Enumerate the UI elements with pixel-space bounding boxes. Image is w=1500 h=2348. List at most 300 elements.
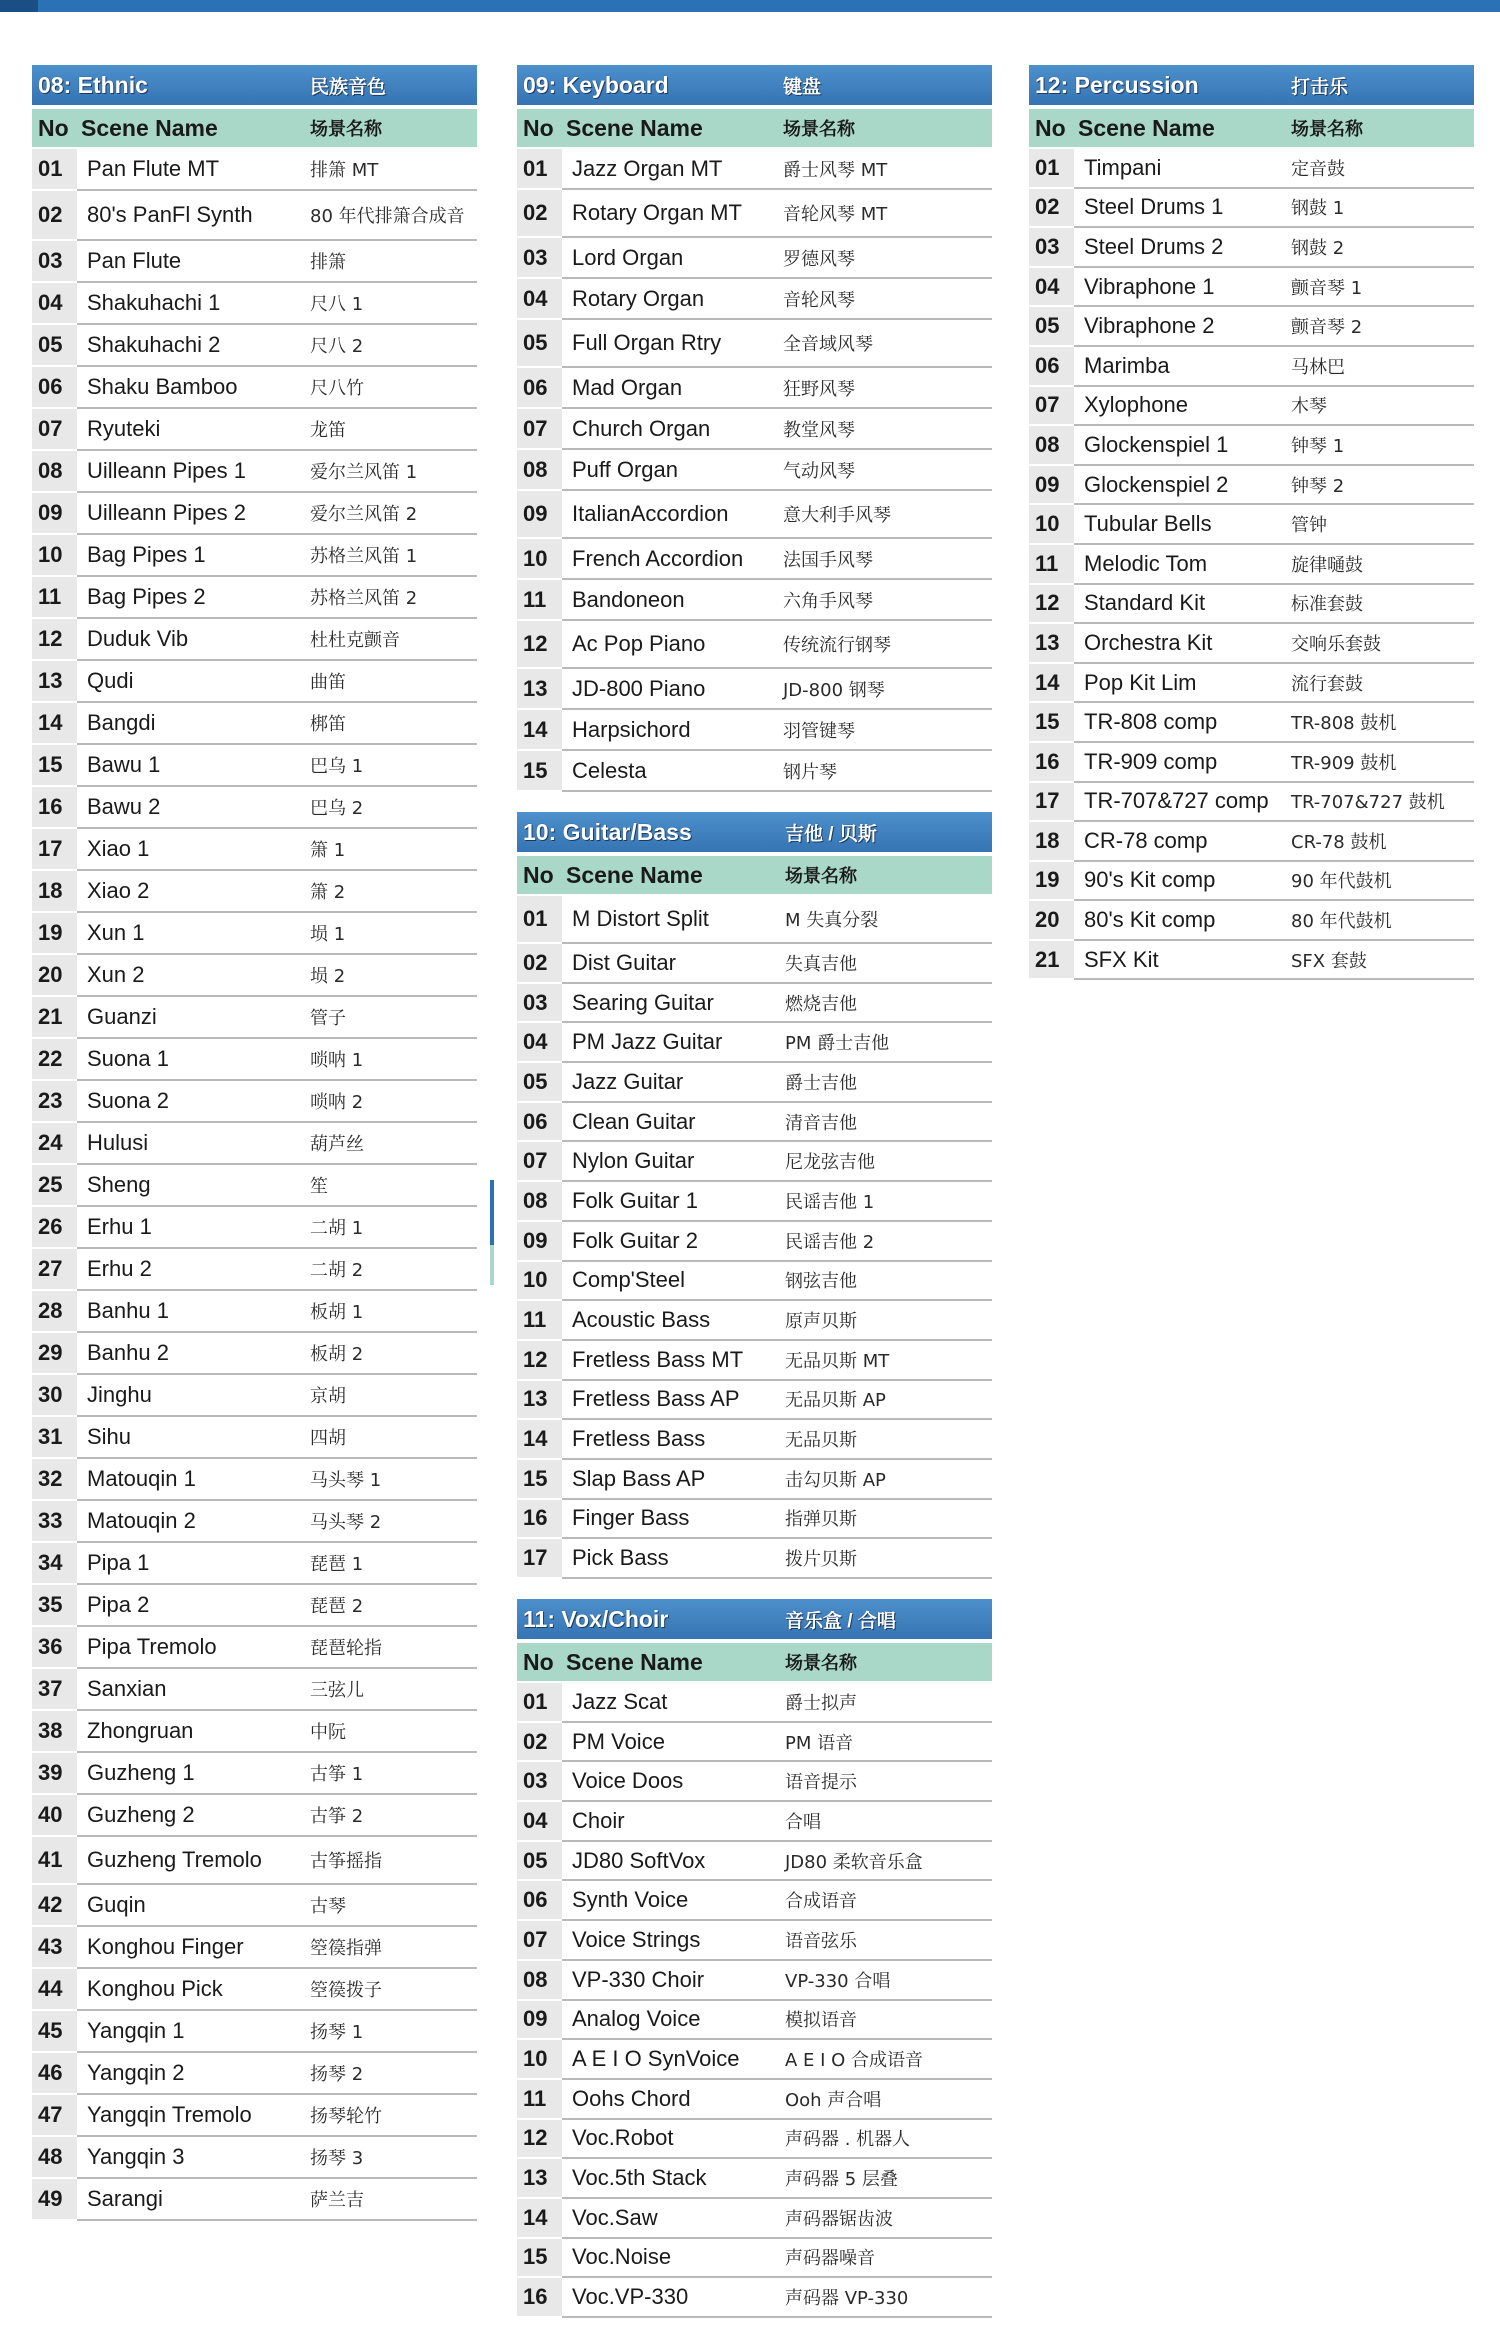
scene-name: SFX Kit [1074, 941, 1291, 981]
category-header [517, 65, 992, 105]
scene-name-cn: 90 年代鼓机 [1291, 862, 1474, 902]
scene-name-cn: 钟琴 2 [1291, 466, 1474, 506]
scene-name-cn: 木琴 [1291, 387, 1474, 427]
scene-name: JD80 SoftVox [562, 1842, 785, 1882]
table-row [32, 1081, 477, 1123]
scene-name-cn: 清音吉他 [785, 1103, 992, 1143]
scene-name: Voc.5th Stack [562, 2159, 785, 2199]
scene-number: 25 [32, 1165, 77, 1207]
scene-number: 10 [517, 1262, 562, 1302]
scene-name-cn: 全音域风琴 [783, 320, 992, 368]
scene-name-cn: A E I O 合成语音 [785, 2040, 992, 2080]
scene-number: 16 [1029, 743, 1074, 783]
scene-name-cn: PM 语音 [785, 1723, 992, 1763]
scene-name-cn: 杜杜克颤音 [310, 619, 477, 661]
table-row [32, 1333, 477, 1375]
scene-number: 15 [1029, 703, 1074, 743]
scene-name: TR-707&727 comp [1074, 783, 1291, 823]
scene-name: Guzheng Tremolo [77, 1837, 310, 1885]
scene-number: 12 [517, 621, 562, 669]
table-row [517, 944, 992, 984]
scene-name: Guanzi [77, 997, 310, 1039]
scene-name-cn: 狂野风琴 [783, 368, 992, 409]
scene-name-cn: 尺八竹 [310, 367, 477, 409]
scene-number: 01 [32, 149, 77, 191]
table-row [32, 2095, 477, 2137]
scene-number: 06 [32, 367, 77, 409]
table-row [517, 491, 992, 539]
table-row [517, 669, 992, 710]
table-row [517, 984, 992, 1024]
scene-name: Fretless Bass MT [562, 1341, 785, 1381]
scene-name-cn: 中阮 [310, 1711, 477, 1753]
scene-number: 39 [32, 1753, 77, 1795]
table-row [517, 1723, 992, 1763]
scene-name: Bag Pipes 1 [77, 535, 310, 577]
scene-number: 20 [32, 955, 77, 997]
scene-name-cn: 二胡 2 [310, 1249, 477, 1291]
scene-number: 15 [517, 2239, 562, 2279]
scene-name-cn: 四胡 [310, 1417, 477, 1459]
scene-number: 01 [517, 896, 562, 944]
scene-number: 09 [517, 491, 562, 539]
scene-number: 06 [1029, 347, 1074, 387]
scene-number: 20 [1029, 901, 1074, 941]
category-header [517, 812, 992, 852]
scene-name: Comp'Steel [562, 1262, 785, 1302]
scene-number: 17 [517, 1539, 562, 1579]
scene-name-cn: 古琴 [310, 1885, 477, 1927]
table-row [32, 325, 477, 367]
table-row [32, 1837, 477, 1885]
scene-name-cn: CR-78 鼓机 [1291, 822, 1474, 862]
scene-number: 02 [1029, 189, 1074, 229]
table-row [32, 1969, 477, 2011]
table-row [1029, 822, 1474, 862]
scene-name: Banhu 2 [77, 1333, 310, 1375]
scene-name: Choir [562, 1802, 785, 1842]
table-row [32, 1123, 477, 1165]
scene-name: TR-909 comp [1074, 743, 1291, 783]
scene-number: 01 [1029, 149, 1074, 189]
scene-name: Synth Voice [562, 1881, 785, 1921]
table-row [1029, 505, 1474, 545]
scene-name: Folk Guitar 1 [562, 1182, 785, 1222]
scene-name-cn: JD80 柔软音乐盒 [785, 1842, 992, 1882]
scene-name-cn: M 失真分裂 [785, 896, 992, 944]
scene-number: 37 [32, 1669, 77, 1711]
table-row [517, 320, 992, 368]
scene-name-cn: 旋律嗵鼓 [1291, 545, 1474, 585]
table-row [1029, 426, 1474, 466]
scene-number: 36 [32, 1627, 77, 1669]
scene-name-cn: 羽管键琴 [783, 710, 992, 751]
scene-name-cn: 龙笛 [310, 409, 477, 451]
scene-name-cn: 声码器 VP-330 [785, 2278, 992, 2318]
table-row [517, 1063, 992, 1103]
table-row [1029, 387, 1474, 427]
scene-name: Xun 1 [77, 913, 310, 955]
scene-name-cn: 语音弦乐 [785, 1921, 992, 1961]
table-row [32, 1501, 477, 1543]
scene-name: Yangqin Tremolo [77, 2095, 310, 2137]
category-title: 09: Keyboard [523, 71, 669, 98]
scene-name: Ac Pop Piano [562, 621, 783, 669]
table-row [32, 577, 477, 619]
table-row [1029, 703, 1474, 743]
table-row [1029, 862, 1474, 902]
scene-name: Voc.Noise [562, 2239, 785, 2279]
scene-name: Jazz Organ MT [562, 149, 783, 190]
scene-number: 03 [517, 984, 562, 1024]
scene-name: Uilleann Pipes 2 [77, 493, 310, 535]
scene-number: 44 [32, 1969, 77, 2011]
scene-name: Guqin [77, 1885, 310, 1927]
scene-name: Sanxian [77, 1669, 310, 1711]
scene-name-cn: 声码器 . 机器人 [785, 2120, 992, 2160]
scene-name: Yangqin 2 [77, 2053, 310, 2095]
scene-name-cn: 合唱 [785, 1802, 992, 1842]
scene-number: 07 [517, 1921, 562, 1961]
table-row [1029, 466, 1474, 506]
scene-name-cn: 80 年代排箫合成音 [310, 191, 477, 241]
scene-number: 35 [32, 1585, 77, 1627]
table-row [32, 367, 477, 409]
table-row [517, 1023, 992, 1063]
scene-name-cn: 箫 1 [310, 829, 477, 871]
scene-name-cn: 模拟语音 [785, 2001, 992, 2041]
scene-number: 27 [32, 1249, 77, 1291]
scene-name: Nylon Guitar [562, 1142, 785, 1182]
scene-number: 11 [517, 580, 562, 621]
table-row [517, 1182, 992, 1222]
column-header-row [517, 109, 992, 149]
category-header [32, 65, 477, 105]
table-row [32, 661, 477, 703]
scene-name: Pop Kit Lim [1074, 664, 1291, 704]
scene-number: 11 [517, 1301, 562, 1341]
scene-name-cn: VP-330 合唱 [785, 1961, 992, 2001]
table-row [517, 1222, 992, 1262]
table-row [32, 997, 477, 1039]
scene-name: Ryuteki [77, 409, 310, 451]
table-row [32, 2011, 477, 2053]
column-header-row [517, 856, 992, 896]
category-title-cn: 吉他 / 贝斯 [785, 823, 877, 845]
scene-number: 13 [1029, 624, 1074, 664]
top-accent-bar [0, 0, 1500, 12]
scene-number: 24 [32, 1123, 77, 1165]
scene-name-cn: 拨片贝斯 [785, 1539, 992, 1579]
scene-number: 02 [32, 191, 77, 241]
scene-name: Bag Pipes 2 [77, 577, 310, 619]
table-row [517, 621, 992, 669]
scene-name-cn: 钢鼓 2 [1291, 228, 1474, 268]
table-row [1029, 545, 1474, 585]
scene-number: 04 [517, 279, 562, 320]
scene-name: CR-78 comp [1074, 822, 1291, 862]
scene-number: 07 [32, 409, 77, 451]
scene-name: Matouqin 2 [77, 1501, 310, 1543]
scene-number: 12 [1029, 585, 1074, 625]
scene-name: Marimba [1074, 347, 1291, 387]
scene-name: Glockenspiel 1 [1074, 426, 1291, 466]
scene-name: ItalianAccordion [562, 491, 783, 539]
column-header-no: No [523, 1648, 554, 1675]
scene-name: Zhongruan [77, 1711, 310, 1753]
scene-name-cn: 管钟 [1291, 505, 1474, 545]
scene-number: 14 [517, 1420, 562, 1460]
scene-number: 10 [517, 2040, 562, 2080]
table-row [517, 2278, 992, 2318]
column-header-cn: 场景名称 [785, 866, 857, 886]
scene-number: 08 [32, 451, 77, 493]
table-row [1029, 664, 1474, 704]
scene-name-cn: 琵琶轮指 [310, 1627, 477, 1669]
table-row [32, 745, 477, 787]
scene-name-cn: 声码器 5 层叠 [785, 2159, 992, 2199]
scene-name: Shakuhachi 2 [77, 325, 310, 367]
scene-name: Harpsichord [562, 710, 783, 751]
scene-name: Suona 1 [77, 1039, 310, 1081]
scene-name: Finger Bass [562, 1500, 785, 1540]
scene-name: French Accordion [562, 539, 783, 580]
scene-number: 08 [517, 450, 562, 491]
scene-number: 09 [1029, 466, 1074, 506]
scene-number: 14 [1029, 664, 1074, 704]
scene-number: 17 [32, 829, 77, 871]
table-row [517, 1341, 992, 1381]
scene-number: 29 [32, 1333, 77, 1375]
scene-number: 10 [32, 535, 77, 577]
scene-name-cn: 葫芦丝 [310, 1123, 477, 1165]
table-row [517, 1842, 992, 1882]
scene-name: Voc.Saw [562, 2199, 785, 2239]
scene-name: Bawu 1 [77, 745, 310, 787]
column-header-scene-name: Scene Name [566, 114, 703, 141]
table-row [32, 1375, 477, 1417]
column-header-cn: 场景名称 [783, 119, 855, 139]
table-row [517, 2199, 992, 2239]
category-header [517, 1599, 992, 1639]
scene-number: 43 [32, 1927, 77, 1969]
scene-name-cn: 法国手风琴 [783, 539, 992, 580]
scene-number: 19 [32, 913, 77, 955]
scene-name: PM Voice [562, 1723, 785, 1763]
scene-number: 32 [32, 1459, 77, 1501]
scene-name: Xylophone [1074, 387, 1291, 427]
scene-name-cn: 古筝 1 [310, 1753, 477, 1795]
scene-number: 07 [517, 409, 562, 450]
scene-name-cn: 尺八 2 [310, 325, 477, 367]
table-guitarbass [517, 812, 992, 1579]
column-header-no: No [1035, 114, 1066, 141]
scene-number: 18 [32, 871, 77, 913]
table-row [517, 1460, 992, 1500]
scene-name-cn: 曲笛 [310, 661, 477, 703]
scene-name: Vibraphone 1 [1074, 268, 1291, 308]
scene-name-cn: 扬琴 3 [310, 2137, 477, 2179]
scene-number: 30 [32, 1375, 77, 1417]
table-row [517, 279, 992, 320]
table-percussion [1029, 65, 1474, 980]
scene-name: Xiao 2 [77, 871, 310, 913]
scene-number: 09 [517, 1222, 562, 1262]
table-row [517, 238, 992, 279]
scene-name: Hulusi [77, 1123, 310, 1165]
scene-number: 08 [1029, 426, 1074, 466]
scene-number: 05 [517, 320, 562, 368]
scene-name: PM Jazz Guitar [562, 1023, 785, 1063]
scene-number: 41 [32, 1837, 77, 1885]
scene-name: Qudi [77, 661, 310, 703]
scene-name-cn: 三弦儿 [310, 1669, 477, 1711]
scene-number: 02 [517, 190, 562, 238]
scene-name: Full Organ Rtry [562, 320, 783, 368]
scene-name-cn: 马林巴 [1291, 347, 1474, 387]
scene-name: Sihu [77, 1417, 310, 1459]
column-header-scene-name: Scene Name [1078, 114, 1215, 141]
scene-name-cn: 气动风琴 [783, 450, 992, 491]
scene-name: Rotary Organ [562, 279, 783, 320]
table-row [1029, 624, 1474, 664]
scene-name: Timpani [1074, 149, 1291, 189]
scene-number: 06 [517, 1881, 562, 1921]
scene-name-cn: 合成语音 [785, 1881, 992, 1921]
scene-name-cn: 马头琴 1 [310, 1459, 477, 1501]
scene-name-cn: 爱尔兰风笛 1 [310, 451, 477, 493]
scene-name: M Distort Split [562, 896, 785, 944]
table-row [32, 1165, 477, 1207]
scene-name-cn: 声码器锯齿波 [785, 2199, 992, 2239]
scene-name: 90's Kit comp [1074, 862, 1291, 902]
table-row [32, 703, 477, 745]
table-row [517, 751, 992, 792]
table-row [32, 1885, 477, 1927]
scene-name-cn: 击勾贝斯 AP [785, 1460, 992, 1500]
scene-number: 18 [1029, 822, 1074, 862]
scene-name-cn: TR-909 鼓机 [1291, 743, 1474, 783]
category-title-cn: 音乐盒 / 合唱 [785, 1610, 896, 1632]
table-row [517, 710, 992, 751]
scene-name-cn: 无品贝斯 [785, 1420, 992, 1460]
table-row [1029, 189, 1474, 229]
scene-name: Standard Kit [1074, 585, 1291, 625]
scene-name: JD-800 Piano [562, 669, 783, 710]
table-row [32, 2179, 477, 2221]
column-marker [490, 1180, 494, 1245]
table-row [517, 2120, 992, 2160]
table-row [517, 1683, 992, 1723]
column-header-scene-name: Scene Name [81, 114, 218, 141]
table-row [517, 190, 992, 238]
table-row [517, 1881, 992, 1921]
scene-name: Pipa 1 [77, 1543, 310, 1585]
scene-name: Orchestra Kit [1074, 624, 1291, 664]
table-row [32, 241, 477, 283]
scene-name: Pipa Tremolo [77, 1627, 310, 1669]
scene-name: Pan Flute [77, 241, 310, 283]
table-row [1029, 307, 1474, 347]
scene-name-cn: 巴乌 1 [310, 745, 477, 787]
scene-name-cn: 爵士拟声 [785, 1683, 992, 1723]
table-row [32, 829, 477, 871]
scene-number: 02 [517, 944, 562, 984]
scene-number: 16 [32, 787, 77, 829]
scene-name-cn: 埙 2 [310, 955, 477, 997]
table-row [1029, 585, 1474, 625]
scene-number: 02 [517, 1723, 562, 1763]
scene-name: Vibraphone 2 [1074, 307, 1291, 347]
scene-number: 21 [1029, 941, 1074, 981]
scene-name-cn: 无品贝斯 AP [785, 1381, 992, 1421]
scene-name-cn: 笙 [310, 1165, 477, 1207]
table-row [517, 1381, 992, 1421]
table-row [32, 1927, 477, 1969]
scene-number: 04 [517, 1802, 562, 1842]
scene-name-cn: 颤音琴 2 [1291, 307, 1474, 347]
scene-number: 13 [517, 669, 562, 710]
scene-name-cn: 罗德风琴 [783, 238, 992, 279]
table-row [517, 1500, 992, 1540]
scene-number: 11 [32, 577, 77, 619]
scene-name-cn: 马头琴 2 [310, 1501, 477, 1543]
scene-name: Xiao 1 [77, 829, 310, 871]
table-row [32, 1459, 477, 1501]
scene-name-cn: 爵士风琴 MT [783, 149, 992, 190]
scene-name: Glockenspiel 2 [1074, 466, 1291, 506]
scene-number: 01 [517, 1683, 562, 1723]
scene-name-cn: 苏格兰风笛 1 [310, 535, 477, 577]
scene-number: 15 [517, 1460, 562, 1500]
scene-name-cn: 钟琴 1 [1291, 426, 1474, 466]
table-row [517, 1301, 992, 1341]
scene-name: 80's PanFl Synth [77, 191, 310, 241]
table-row [517, 1262, 992, 1302]
scene-number: 06 [517, 1103, 562, 1143]
scene-number: 08 [517, 1182, 562, 1222]
scene-name: Yangqin 3 [77, 2137, 310, 2179]
scene-name: Konghou Pick [77, 1969, 310, 2011]
scene-number: 10 [1029, 505, 1074, 545]
table-row [32, 283, 477, 325]
scene-number: 07 [517, 1142, 562, 1182]
scene-number: 13 [32, 661, 77, 703]
scene-number: 38 [32, 1711, 77, 1753]
scene-name: Tubular Bells [1074, 505, 1291, 545]
scene-number: 12 [32, 619, 77, 661]
category-header [1029, 65, 1474, 105]
table-row [1029, 149, 1474, 189]
scene-name: Shaku Bamboo [77, 367, 310, 409]
column-header-no: No [523, 861, 554, 888]
scene-number: 46 [32, 2053, 77, 2095]
scene-number: 48 [32, 2137, 77, 2179]
table-row [517, 1961, 992, 2001]
scene-name-cn: 古筝摇指 [310, 1837, 477, 1885]
scene-number: 11 [517, 2080, 562, 2120]
scene-name-cn: TR-808 鼓机 [1291, 703, 1474, 743]
column-header-cn: 场景名称 [310, 119, 382, 139]
column-header-scene-name: Scene Name [566, 861, 703, 888]
table-row [517, 450, 992, 491]
scene-name-cn: 民谣吉他 2 [785, 1222, 992, 1262]
scene-name: A E I O SynVoice [562, 2040, 785, 2080]
scene-number: 14 [517, 710, 562, 751]
scene-name-cn: 箜篌拨子 [310, 1969, 477, 2011]
column-header-no: No [38, 114, 69, 141]
scene-number: 31 [32, 1417, 77, 1459]
